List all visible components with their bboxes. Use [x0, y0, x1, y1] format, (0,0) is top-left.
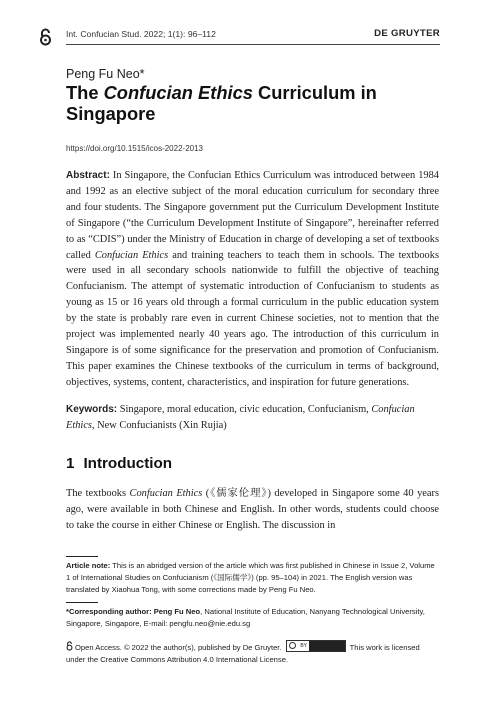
corresponding-author-label: *Corresponding author: Peng Fu Neo	[66, 607, 201, 616]
title-suffix: Curriculum in Singapore	[66, 82, 377, 124]
footnote-rule	[66, 556, 98, 557]
cc-by-license-badge[interactable]	[286, 640, 346, 652]
intro-text-1: The textbooks	[66, 488, 130, 499]
open-access-icon	[39, 28, 52, 46]
cc-badge-bar	[309, 641, 345, 651]
keywords	[66, 402, 439, 434]
intro-italic: Confucian Ethics	[129, 488, 203, 499]
cc-circle-icon	[289, 642, 296, 649]
corresponding-author	[66, 606, 440, 630]
abstract-text-1: In Singapore, the Confucian Ethics Curriculum was introduced between 1984 and 1992 as an elective subject of the moral education curriculum for secondary three and four students. The Singapore government put the Curriculum Development Institute of Singapore (“the Curriculum Development Institute of Singapore”, hereinafter referred to as “CDIS”) under the Ministry of Education in charge of developing a set of textbooks called	[66, 170, 440, 261]
article-title	[66, 82, 426, 124]
article-note	[66, 560, 440, 595]
doi-link[interactable]: https://doi.org/10.1515/icos-2022-2013	[66, 144, 203, 153]
section-heading	[66, 455, 172, 472]
article-note-label: Article note:	[66, 561, 111, 570]
abstract	[66, 168, 439, 391]
article-note-text: This is an abridged version of the article which was first published in Chinese in Issue 2, Volume 1 of International Studies on Confucianism (《国际儒学》) (pp. 95–104) in 2021. The English version was translated by Xiaohua Tong, with some corrections made by Peng Fu Neo.	[66, 561, 435, 594]
keywords-label: Keywords:	[66, 404, 118, 415]
header-divider	[66, 44, 440, 45]
abstract-label: Abstract:	[66, 170, 110, 181]
abstract-italic: Confucian Ethics	[94, 249, 169, 261]
open-access-small-icon	[66, 641, 73, 651]
footnote-rule-2	[66, 602, 98, 603]
publisher-name: DE GRUYTER	[374, 28, 440, 39]
open-access-text: Open Access. © 2022 the author(s), published by De Gruyter.	[75, 643, 282, 652]
keywords-italic: Confucian Ethics	[66, 404, 415, 431]
section-number: 1	[66, 455, 75, 472]
title-italic: Confucian Ethics	[103, 82, 253, 103]
title-prefix: The	[66, 82, 104, 103]
intro-paragraph	[66, 486, 439, 534]
author-name: Peng Fu Neo*	[66, 67, 145, 81]
journal-citation: Int. Confucian Stud. 2022; 1(1): 96–112	[66, 29, 216, 39]
keywords-text: Singapore, moral education, civic education, Confucianism,	[119, 404, 372, 415]
abstract-text-2: and training teachers to teach them in schools. The textbooks were used in all secondary schools nationwide to fulfill the objective of teaching Confucianism. The attempt of systematic introduction of Confucianism to students as young as 15 or 16 years old through a formal curriculum in the public education system by the state is probably rare even in current Chinese societies, not to mention that the project was implemented nearly 40 years ago. The introduction of this curriculum in Singapore is of some significance for the preservation and promotion of Confucianism. This paper examines the Chinese textbooks of the curriculum in terms of background, objectives, systems, content, characteristics, and inspiration for future generations.	[66, 249, 439, 388]
intro-text-2: (《儒家伦理》) developed in Singapore some 40 years ago, were available in both Chinese and English. In other words, students could choose to take the course in either Chinese or English. The discussion in	[66, 488, 439, 531]
keywords-suffix: , New Confucianists (Xin Rujia)	[91, 419, 227, 431]
license-text: This work is licensed under the Creative Commons Attribution 4.0 International License.	[66, 643, 420, 664]
cc-by-label: BY	[300, 643, 307, 649]
section-title: Introduction	[83, 455, 173, 472]
corresponding-author-text: , National Institute of Education, Nanyang Technological University, Singapore, Singapore, E-mail: pengfu.neo@nie.edu.sg	[66, 607, 425, 628]
open-access-statement	[66, 640, 440, 666]
